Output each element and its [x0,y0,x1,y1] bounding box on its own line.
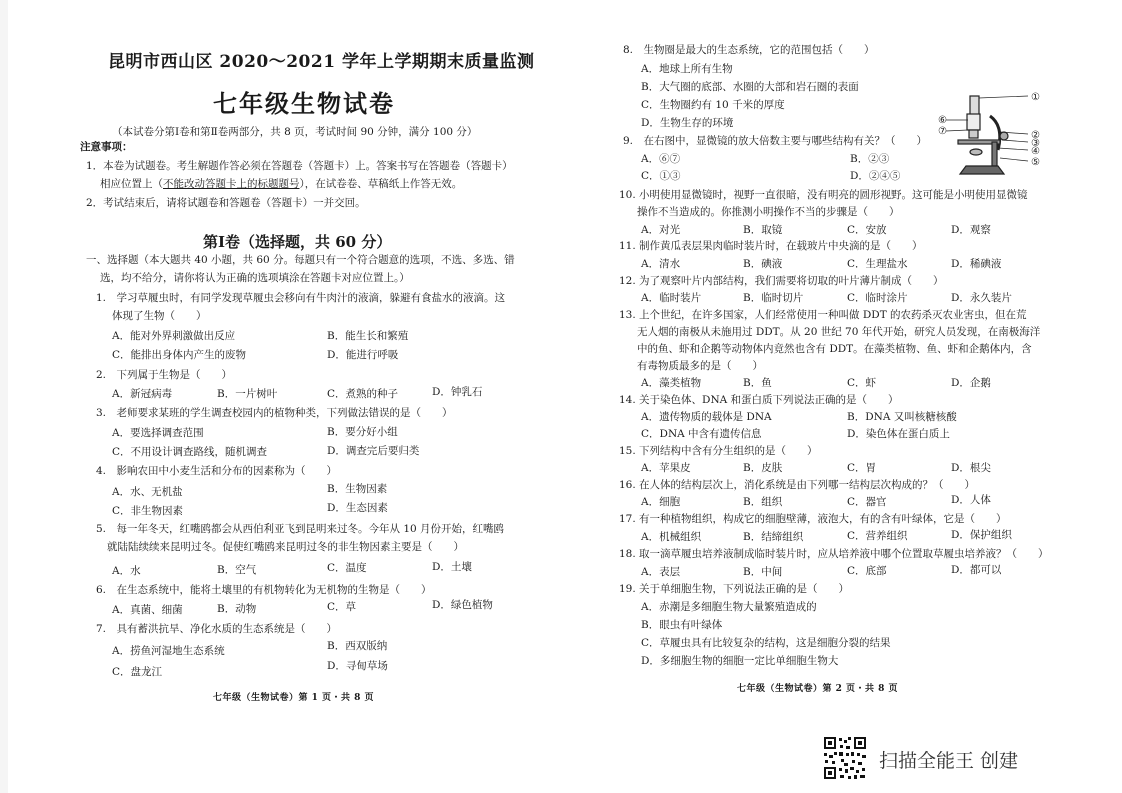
question-12: 12. 为了观察叶片内部结构，我们需要将切取的叶片薄片制成（ ） [619,275,944,287]
page-footer-2: 七年级（生物试卷）第 2 页・共 8 页 [737,684,899,694]
q19-option-b: B．眼虫有叶绿体 [641,619,723,631]
q18-option-c: C．底部 [847,565,887,577]
question-6: 6. 在生态系统中，能将土壤里的有机物转化为无机物的生物是（ ） [96,584,432,596]
eyepiece-tube [970,96,979,116]
microscope-label-5: ⑤ [1031,157,1040,168]
instruction-line-1: 一、选择题（本大题共 40 小题，共 60 分。每题只有一个符合题意的选项，不选、多选、错 [86,254,515,266]
q7-option-c: C．盘龙江 [112,666,163,678]
q10-option-a: A．对光 [641,224,681,236]
q15-option-c: C．胃 [847,462,877,474]
q9-option-d: D．②④⑤ [850,170,901,182]
notice-1-cont: 相应位置上（不能改动答题卡上的标题题号），在试卷卷、草稿纸上作答无效。 [100,178,463,190]
q2-option-b: B．一片树叶 [217,388,278,400]
exam-header: 昆明市西山区 2020～2021 学年上学期期末质量监测 [108,52,535,72]
q5-option-a: A．水 [112,565,141,577]
q6-option-c: C．草 [327,601,357,613]
q18-option-b: B．中间 [743,566,783,578]
q10-option-d: D．观察 [951,224,991,236]
microscope-label-3: ③ [1031,138,1040,149]
q13-option-a: A．藻类植物 [641,377,702,389]
q6-option-a: A．真菌、细菌 [112,604,183,616]
instruction-line-2: 选，均不给分，请你将认为正确的选项填涂在答题卡对应位置上。） [100,272,410,284]
q14-option-d: D．染色体在蛋白质上 [847,428,950,440]
notice-1: 1．本卷为试题卷。考生解题作答必须在答题卷（答题卡）上。答案书写在答题卷（答题卡） [86,160,513,172]
question-5: 5. 每一年冬天，红嘴鸥都会从西伯利亚飞到昆明来过冬。今年从 10 月份开始，红嘴鸥 [96,523,505,535]
q16-option-d: D．人体 [951,494,991,506]
microscope-label-2: ② [1031,130,1040,141]
q9-option-a: A．⑥⑦ [641,153,681,165]
microscope-label-1: ① [1031,92,1040,103]
qr-code-icon [822,735,868,781]
q8-option-b: B．大气圈的底部、水圈的大部和岩石圈的表面 [641,81,859,93]
q17-option-c: C．营养组织 [847,530,908,542]
q17-option-d: D．保护组织 [951,529,1012,541]
q1-option-d: D．能进行呼吸 [327,349,399,361]
base [960,166,1004,174]
q17-option-a: A．机械组织 [641,531,702,543]
q3-option-c: C．不用设计调查路线，随机调查 [112,446,268,458]
q14-option-a: A．遗传物质的载体是 DNA [641,411,772,423]
question-17: 17. 有一种植物组织，构成它的细胞壁薄，液泡大，有的含有叶绿体，它是（ ） [619,513,1007,525]
q3-option-b: B．要分好小组 [327,426,398,438]
question-10-cont: 操作不当造成的。你推测小明操作不当的步骤是（ ） [637,206,900,218]
q8-option-c: C．生物圈约有 10 千米的厚度 [641,99,785,111]
question-7: 7. 具有蓄洪抗旱、净化水质的生态系统是（ ） [96,623,338,635]
q7-option-d: D．寻甸草场 [327,660,388,672]
q15-option-d: D．根尖 [951,462,991,474]
q14-option-c: C．DNA 中含有遗传信息 [641,428,762,440]
q5-option-b: B．空气 [217,564,257,576]
scanner-brand-text: 扫描全能王 创建 [879,750,1019,772]
question-3: 3. 老师要求某班的学生调查校园内的植物种类，下列做法错误的是（ ） [96,407,453,419]
question-16: 16. 在人体的结构层次上，消化系统是由下列哪一结构层次构成的？（ ） [619,479,976,491]
q5-option-d: D．土壤 [432,561,472,573]
q1-option-c: C．能排出身体内产生的废物 [112,349,247,361]
q3-option-d: D．调查完后要归类 [327,445,420,457]
q16-option-b: B．组织 [743,496,783,508]
q8-option-d: D．生物生存的环境 [641,117,734,129]
q6-option-b: B．动物 [217,603,257,615]
q9-option-b: B．②③ [850,153,890,165]
q11-option-c: C．生理盐水 [847,258,908,270]
q12-option-d: D．永久装片 [951,292,1012,304]
exam-title: 七年级生物试卷 [213,89,395,118]
question-13-line-3: 中的鱼、虾和企鹅等动物体内竟然也含有 DDT。在藻类植物、鱼、虾和企鹅体内，含 [637,343,1032,355]
question-4: 4. 影响农田中小麦生活和分布的因素称为（ ） [96,465,338,477]
q16-option-c: C．器官 [847,496,887,508]
question-2: 2. 下列属于生物是（ ） [96,369,233,381]
question-13-line-2: 无人烟的南极从未施用过 DDT。从 20 世纪 70 年代开始，研究人员发现，在南极海洋 [637,326,1041,338]
question-9: 9. 在右图中，显微镜的放大倍数主要与哪些结构有关？（ ） [623,135,928,147]
q18-option-a: A．表层 [641,566,681,578]
q9-option-c: C．①③ [641,170,681,182]
q4-option-a: A．水、无机盐 [112,486,183,498]
question-14: 14. 关于染色体、DNA 和蛋白质下列说法正确的是（ ） [619,394,899,406]
q13-option-b: B．鱼 [743,377,772,389]
q5-option-c: C．温度 [327,562,367,574]
q14-option-b: B．DNA 又叫核糖核酸 [847,411,957,423]
q10-option-b: B．取镜 [743,224,783,236]
q1-option-a: A．能对外界刺激做出反应 [112,330,236,342]
question-13: 13. 上个世纪，在许多国家，人们经常使用一种叫做 DDT 的农药杀灭农业害虫，但在荒 [619,309,1027,321]
q11-option-d: D．稀碘液 [951,258,1002,270]
question-15: 15. 下列结构中含有分生组织的是（ ） [619,445,818,457]
question-5-cont: 就陆陆续续来昆明过冬。促使红嘴鸥来昆明过冬的非生物因素主要是（ ） [107,541,464,553]
q7-option-b: B．西双版纳 [327,640,388,652]
microscope-label-4: ④ [1031,146,1040,157]
scan-edge [0,0,8,793]
question-10: 10. 小明使用显微镜时，视野一直很暗，没有明亮的圆形视野。这可能是小明使用显微镜 [619,189,1028,201]
q19-option-a: A．赤潮是多细胞生物大量繁殖造成的 [641,601,817,613]
q11-option-b: B．碘液 [743,258,783,270]
microscope-diagram [932,86,1042,186]
q11-option-a: A．清水 [641,258,681,270]
q3-option-a: A．要选择调查范围 [112,427,204,439]
q12-option-a: A．临时装片 [641,292,702,304]
q6-option-d: D．绿色植物 [432,599,493,611]
q12-option-c: C．临时涂片 [847,292,908,304]
question-11: 11. 制作黄瓜表层果肉临时装片时，在载玻片中央滴的是（ ） [619,240,923,252]
question-13-line-4: 有毒物质最多的是（ ） [637,360,763,372]
question-8: 8. 生物圈是最大的生态系统，它的范围包括（ ） [623,44,875,56]
microscope-label-6: ⑥ [938,115,947,126]
q13-option-c: C．虾 [847,377,877,389]
microscope-label-7: ⑦ [938,126,947,137]
q19-option-c: C．草履虫具有比较复杂的结构，这是细胞分裂的结果 [641,637,891,649]
question-1-cont: 体现了生物（ ） [112,310,207,322]
page-footer-1: 七年级（生物试卷）第 1 页・共 8 页 [213,693,375,703]
q15-option-b: B．皮肤 [743,462,783,474]
q15-option-a: A．苹果皮 [641,462,691,474]
q12-option-b: B．临时切片 [743,292,804,304]
q4-option-d: D．生态因素 [327,502,388,514]
question-1: 1. 学习草履虫时，有同学发现草履虫会移向有牛肉汁的液滴，躲避有食盐水的液滴。这 [96,292,506,304]
q4-option-b: B．生物因素 [327,483,388,495]
q16-option-a: A．细胞 [641,496,681,508]
q2-option-a: A．新冠病毒 [112,388,173,400]
q7-option-a: A．捞鱼河湿地生态系统 [112,645,225,657]
q2-option-d: D．钟乳石 [432,386,483,398]
q19-option-d: D．多细胞生物的细胞一定比单细胞生物大 [641,655,839,667]
notice-2: 2．考试结束后，请将试题卷和答题卷（答题卡）一并交回。 [86,197,366,209]
section-title: 第Ⅰ卷（选择题，共 60 分） [203,233,392,251]
q18-option-d: D．都可以 [951,564,1002,576]
question-19: 19. 关于单细胞生物，下列说法正确的是（ ） [619,583,850,595]
q10-option-c: C．安放 [847,224,887,236]
question-18: 18. 取一滴草履虫培养液制成临时装片时，应从培养液中哪个位置取草履虫培养液？（ ） [619,548,1049,560]
notice-heading: 注意事项： [80,141,133,153]
q2-option-c: C．煮熟的种子 [327,388,399,400]
q13-option-d: D．企鹅 [951,377,991,389]
q4-option-c: C．非生物因素 [112,505,184,517]
exam-page-2 [561,0,1122,793]
q8-option-a: A．地球上所有生物 [641,63,733,75]
exam-intro: （本试卷分第Ⅰ卷和第Ⅱ卷两部分，共 8 页，考试时间 90 分钟，满分 100 分） [112,126,478,138]
q17-option-b: B．结缔组织 [743,531,804,543]
q1-option-b: B．能生长和繁殖 [327,330,409,342]
mirror [970,149,982,155]
